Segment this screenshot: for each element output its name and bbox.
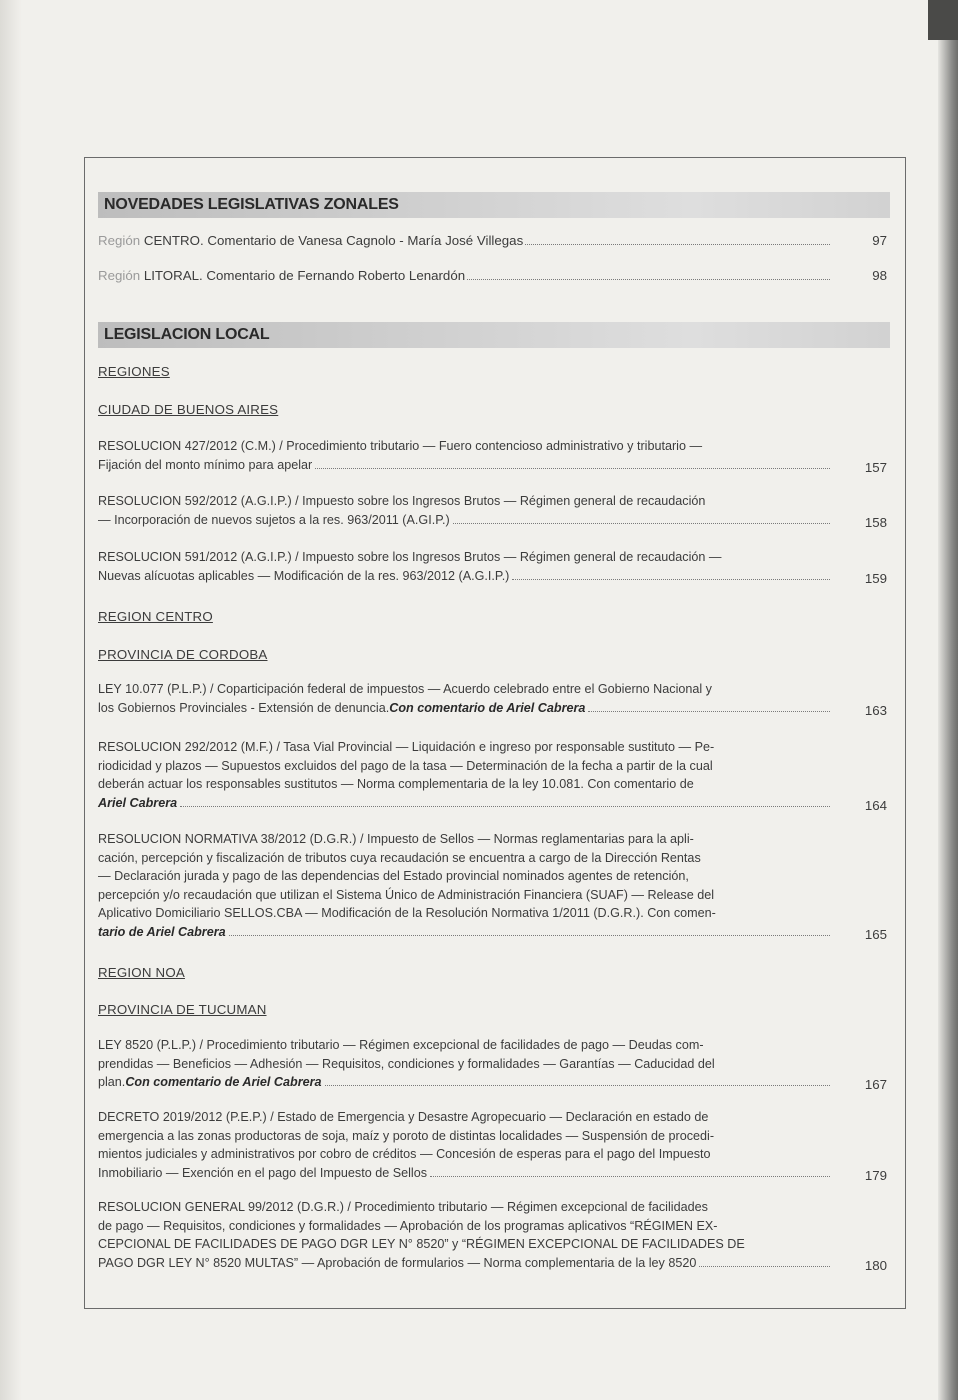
dot-leader (512, 579, 830, 580)
dot-leader (525, 244, 830, 245)
page-number: 165 (864, 927, 887, 942)
dot-leader (315, 468, 830, 469)
entry-line: RESOLUCION 427/2012 (C.M.) / Procedimiento tributario — Fuero contencioso administrativo y tributario — (98, 439, 703, 453)
entry-line: plan. (98, 1075, 126, 1090)
heading-region-centro[interactable]: REGION CENTRO (98, 609, 213, 624)
dot-leader (430, 1176, 830, 1177)
entry-comment: Ariel Cabrera (98, 795, 178, 810)
entry-line: los Gobiernos Provinciales - Extensión de denuncia. (98, 700, 390, 715)
entry-line: Inmobiliario — Exención en el pago del Impuesto de Sellos (98, 1165, 428, 1180)
region-word: Región (98, 233, 141, 248)
toc-row-novedades-centro[interactable] (98, 231, 832, 250)
entry-line: riodicidad y plazos — Supuestos excluidos del pago de la tasa — Determinación de la fecha a partir de la cual (98, 758, 713, 773)
entry-last-line (98, 511, 832, 530)
entry-line: RESOLUCION 592/2012 (A.G.I.P.) / Impuesto sobre los Ingresos Brutos — Régimen general de recaudación (98, 494, 706, 508)
dot-leader (588, 711, 830, 712)
entry-line: percepción y/o recaudación que utilizan el Sistema Único de Administración Financiera (SUAF) — Release del (98, 887, 714, 902)
page-number: 179 (864, 1167, 887, 1183)
entry-line: — Declaración jurada y pago de las dependencias del Estado provincial nominados agentes de retención, (98, 869, 689, 884)
entry-last-line (98, 1254, 832, 1273)
toc-text: CENTRO. Comentario de Vanesa Cagnolo - María José Villegas (140, 233, 524, 248)
toc-entry[interactable] (98, 1108, 832, 1182)
entry-comment: tario de Ariel Cabrera (98, 924, 226, 939)
page-edge-corner (928, 0, 958, 40)
entry-last-line (98, 923, 832, 942)
toc-entry[interactable] (98, 1198, 832, 1272)
entry-line: Nuevas alícuotas aplicables — Modificación de la res. 963/2012 (A.G.I.P.) (98, 568, 510, 583)
entry-last-line (98, 1073, 832, 1092)
page-edge (938, 0, 958, 1400)
entry-last-line (98, 567, 832, 586)
region-word: Región (98, 268, 141, 283)
section-header-legislacion: LEGISLACION LOCAL (98, 322, 890, 348)
entry-line: LEY 8520 (P.L.P.) / Procedimiento tributario — Régimen excepcional de facilidades de pago — Deudas com- (98, 1038, 704, 1052)
dot-leader (467, 279, 830, 280)
entry-line: prendidas — Beneficios — Adhesión — Requisitos, condiciones y formalidades — Garantías — Caducidad del (98, 1056, 715, 1071)
entry-line: LEY 10.077 (P.L.P.) / Coparticipación federal de impuestos — Acuerdo celebrado entre el Gobierno Nacional y (98, 682, 712, 696)
page-number: 97 (872, 233, 887, 248)
entry-line: mientos judiciales y administrativos por cobro de créditos — Concesión de esperas para el pago del Impuesto (98, 1147, 711, 1162)
entry-line: deberán actuar los responsables sustitutos — Norma complementaria de la ley 10.081. Con comentario de (98, 777, 694, 792)
entry-line: RESOLUCION NORMATIVA 38/2012 (D.G.R.) / Impuesto de Sellos — Normas reglamentarias para la apli- (98, 832, 694, 846)
entry-line: de pago — Requisitos, condiciones y formalidades — Aprobación de los programas aplicativos “RÉGIMEN EX- (98, 1218, 718, 1233)
page-number: 167 (864, 1077, 887, 1093)
entry-line: Fijación del monto mínimo para apelar (98, 457, 313, 472)
page-shadow (0, 0, 22, 1400)
page-number: 98 (872, 268, 887, 283)
dot-leader (453, 523, 830, 524)
entry-line: — Incorporación de nuevos sujetos a la res. 963/2011 (A.GI.P.) (98, 512, 450, 527)
toc-entry[interactable] (98, 1036, 832, 1092)
heading-caba[interactable]: CIUDAD DE BUENOS AIRES (98, 402, 279, 417)
dot-leader (229, 935, 830, 936)
heading-region-noa[interactable]: REGION NOA (98, 965, 185, 980)
heading-regiones[interactable]: REGIONES (98, 364, 170, 379)
toc-entry[interactable] (98, 680, 832, 717)
heading-tucuman[interactable]: PROVINCIA DE TUCUMAN (98, 1002, 267, 1017)
entry-line: cación, percepción y fiscalización de tributos cuya recaudación se encuentra a cargo de la Dirección Rentas (98, 850, 701, 865)
page-number: 163 (864, 702, 887, 718)
entry-line: emergencia a las zonas productoras de soja, maíz y poroto de distintas localidades — Suspensión de procedi- (98, 1128, 715, 1143)
toc-entry[interactable] (98, 437, 832, 474)
page-number: 159 (864, 570, 887, 586)
entry-last-line (98, 794, 832, 813)
entry-line: CEPCIONAL DE FACILIDADES DE PAGO DGR LEY N° 8520” y “RÉGIMEN EXCEPCIONAL DE FACILIDADES DE (98, 1237, 745, 1252)
entry-line: RESOLUCION 591/2012 (A.G.I.P.) / Impuesto sobre los Ingresos Brutos — Régimen general de recaudación — (98, 550, 722, 564)
entry-last-line (98, 1164, 832, 1183)
dot-leader (699, 1266, 830, 1267)
entry-line: RESOLUCION 292/2012 (M.F.) / Tasa Vial Provincial — Liquidación e ingreso por responsable sustituto — Pe- (98, 740, 715, 754)
entry-line: Aplicativo Domiciliario SELLOS.CBA — Modificación de la Resolución Normativa 1/2011 (D.G.R.). Con comen- (98, 906, 716, 921)
toc-text: LITORAL. Comentario de Fernando Roberto Lenardón (140, 268, 466, 283)
page-number: 180 (864, 1257, 887, 1273)
page-number: 157 (864, 459, 887, 475)
dot-leader (325, 1085, 831, 1086)
dot-leader (180, 806, 830, 807)
heading-cordoba[interactable]: PROVINCIA DE CORDOBA (98, 647, 268, 662)
entry-line: RESOLUCION GENERAL 99/2012 (D.G.R.) / Procedimiento tributario — Régimen excepcional de facilidades (98, 1200, 708, 1214)
entry-last-line (98, 699, 832, 718)
entry-line: PAGO DGR LEY N° 8520 MULTAS” — Aprobación de formularios — Norma complementaria de la ley 8520 (98, 1255, 697, 1270)
toc-entry[interactable] (98, 830, 832, 942)
page-number: 158 (864, 514, 887, 530)
toc-entry[interactable] (98, 548, 832, 585)
toc-row-novedades-litoral[interactable] (98, 266, 832, 285)
entry-last-line (98, 456, 832, 475)
entry-line: DECRETO 2019/2012 (P.E.P.) / Estado de Emergencia y Desastre Agropecuario — Declaración en estado de (98, 1110, 709, 1124)
toc-entry[interactable] (98, 738, 832, 812)
page-number: 164 (864, 797, 887, 813)
entry-comment: Con comentario de Ariel Cabrera (125, 1075, 322, 1090)
entry-comment: Con comentario de Ariel Cabrera (389, 700, 586, 715)
section-header-novedades: NOVEDADES LEGISLATIVAS ZONALES (98, 192, 890, 218)
toc-entry[interactable] (98, 492, 832, 529)
